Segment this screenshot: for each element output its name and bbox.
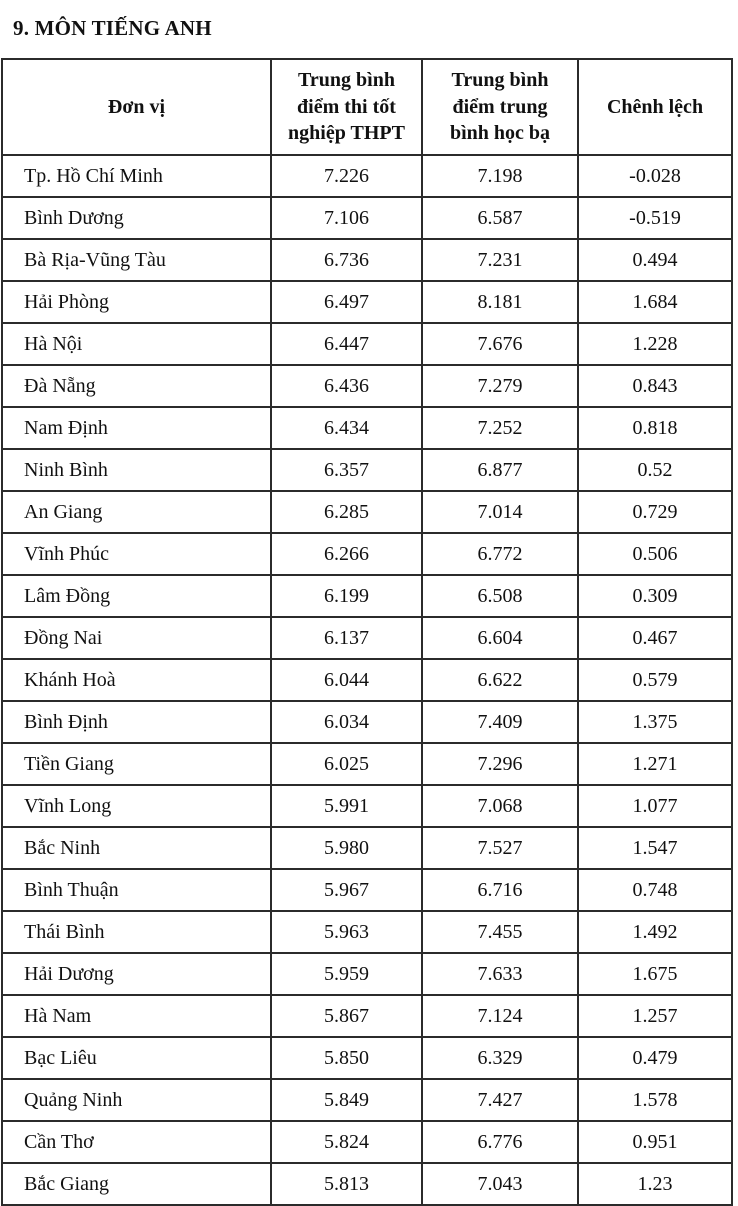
- table-row: [2, 197, 732, 239]
- cell-diff: 1.492: [578, 911, 732, 953]
- table-body: [2, 155, 732, 1205]
- cell-unit: Đồng Nai: [2, 617, 271, 659]
- cell-unit: Hải Dương: [2, 953, 271, 995]
- cell-diff: 1.271: [578, 743, 732, 785]
- table-row: [2, 701, 732, 743]
- cell-gpa: 6.587: [422, 197, 578, 239]
- cell-exam: 6.497: [271, 281, 422, 323]
- cell-gpa: 7.043: [422, 1163, 578, 1205]
- table-row: [2, 827, 732, 869]
- cell-diff: 0.309: [578, 575, 732, 617]
- table-row: [2, 281, 732, 323]
- cell-gpa: 6.622: [422, 659, 578, 701]
- cell-gpa: 7.527: [422, 827, 578, 869]
- cell-gpa: 6.772: [422, 533, 578, 575]
- cell-unit: Cần Thơ: [2, 1121, 271, 1163]
- cell-exam: 6.137: [271, 617, 422, 659]
- table-row: [2, 659, 732, 701]
- cell-exam: 5.813: [271, 1163, 422, 1205]
- cell-unit: Bình Định: [2, 701, 271, 743]
- column-header-gpa-score: Trung bình điểm trung bình học bạ: [422, 59, 578, 155]
- cell-exam: 5.963: [271, 911, 422, 953]
- table-row: [2, 155, 732, 197]
- cell-gpa: 6.329: [422, 1037, 578, 1079]
- cell-diff: -0.028: [578, 155, 732, 197]
- cell-gpa: 7.231: [422, 239, 578, 281]
- cell-unit: Hà Nội: [2, 323, 271, 365]
- cell-exam: 6.357: [271, 449, 422, 491]
- table-row: [2, 407, 732, 449]
- cell-unit: Lâm Đồng: [2, 575, 271, 617]
- cell-diff: 1.684: [578, 281, 732, 323]
- cell-unit: Đà Nẵng: [2, 365, 271, 407]
- cell-gpa: 6.716: [422, 869, 578, 911]
- cell-exam: 5.867: [271, 995, 422, 1037]
- cell-diff: 0.843: [578, 365, 732, 407]
- cell-exam: 5.850: [271, 1037, 422, 1079]
- table-row: [2, 449, 732, 491]
- cell-diff: 0.729: [578, 491, 732, 533]
- cell-gpa: 6.508: [422, 575, 578, 617]
- cell-gpa: 7.198: [422, 155, 578, 197]
- cell-diff: 0.494: [578, 239, 732, 281]
- cell-exam: 6.044: [271, 659, 422, 701]
- cell-diff: 0.818: [578, 407, 732, 449]
- cell-diff: 1.228: [578, 323, 732, 365]
- cell-gpa: 7.068: [422, 785, 578, 827]
- table-row: [2, 1079, 732, 1121]
- cell-exam: 6.199: [271, 575, 422, 617]
- cell-gpa: 7.427: [422, 1079, 578, 1121]
- table-row: [2, 1121, 732, 1163]
- cell-exam: 5.980: [271, 827, 422, 869]
- cell-exam: 5.824: [271, 1121, 422, 1163]
- cell-unit: Thái Bình: [2, 911, 271, 953]
- table-header-row: [2, 59, 732, 155]
- cell-exam: 7.106: [271, 197, 422, 239]
- table-row: [2, 869, 732, 911]
- cell-diff: 1.675: [578, 953, 732, 995]
- cell-unit: Tiền Giang: [2, 743, 271, 785]
- table-row: [2, 785, 732, 827]
- cell-unit: Ninh Bình: [2, 449, 271, 491]
- cell-unit: Bạc Liêu: [2, 1037, 271, 1079]
- cell-exam: 7.226: [271, 155, 422, 197]
- cell-unit: Vĩnh Phúc: [2, 533, 271, 575]
- table-row: [2, 323, 732, 365]
- cell-exam: 5.959: [271, 953, 422, 995]
- cell-unit: Hà Nam: [2, 995, 271, 1037]
- cell-diff: 0.951: [578, 1121, 732, 1163]
- cell-exam: 6.025: [271, 743, 422, 785]
- page-title: 9. MÔN TIẾNG ANH: [13, 16, 212, 40]
- cell-diff: -0.519: [578, 197, 732, 239]
- cell-exam: 6.434: [271, 407, 422, 449]
- cell-diff: 1.077: [578, 785, 732, 827]
- cell-exam: 6.285: [271, 491, 422, 533]
- cell-unit: Bắc Ninh: [2, 827, 271, 869]
- cell-exam: 5.967: [271, 869, 422, 911]
- table-row: [2, 365, 732, 407]
- cell-gpa: 7.455: [422, 911, 578, 953]
- cell-diff: 1.547: [578, 827, 732, 869]
- cell-gpa: 7.296: [422, 743, 578, 785]
- cell-diff: 0.748: [578, 869, 732, 911]
- cell-diff: 1.375: [578, 701, 732, 743]
- table-row: [2, 953, 732, 995]
- cell-gpa: 6.877: [422, 449, 578, 491]
- cell-diff: 0.506: [578, 533, 732, 575]
- column-header-exam-score: Trung bình điểm thi tốt nghiệp THPT: [271, 59, 422, 155]
- cell-unit: Tp. Hồ Chí Minh: [2, 155, 271, 197]
- table-row: [2, 995, 732, 1037]
- cell-gpa: 7.279: [422, 365, 578, 407]
- cell-gpa: 8.181: [422, 281, 578, 323]
- cell-diff: 0.52: [578, 449, 732, 491]
- cell-exam: 6.736: [271, 239, 422, 281]
- cell-unit: Quảng Ninh: [2, 1079, 271, 1121]
- table-row: [2, 743, 732, 785]
- cell-gpa: 6.604: [422, 617, 578, 659]
- cell-unit: Hải Phòng: [2, 281, 271, 323]
- cell-diff: 1.23: [578, 1163, 732, 1205]
- cell-exam: 5.849: [271, 1079, 422, 1121]
- cell-diff: 0.579: [578, 659, 732, 701]
- cell-exam: 5.991: [271, 785, 422, 827]
- table-row: [2, 1163, 732, 1205]
- cell-gpa: 7.124: [422, 995, 578, 1037]
- table-row: [2, 491, 732, 533]
- cell-diff: 0.467: [578, 617, 732, 659]
- cell-exam: 6.447: [271, 323, 422, 365]
- score-table: [1, 58, 733, 1206]
- table-row: [2, 617, 732, 659]
- cell-unit: Bắc Giang: [2, 1163, 271, 1205]
- table-row: [2, 575, 732, 617]
- cell-exam: 6.266: [271, 533, 422, 575]
- column-header-unit: Đơn vị: [2, 59, 271, 155]
- cell-exam: 6.034: [271, 701, 422, 743]
- cell-gpa: 7.252: [422, 407, 578, 449]
- cell-unit: Bình Dương: [2, 197, 271, 239]
- cell-unit: Khánh Hoà: [2, 659, 271, 701]
- table-row: [2, 239, 732, 281]
- cell-exam: 6.436: [271, 365, 422, 407]
- cell-unit: Vĩnh Long: [2, 785, 271, 827]
- cell-gpa: 7.409: [422, 701, 578, 743]
- cell-unit: Bình Thuận: [2, 869, 271, 911]
- column-header-difference: Chênh lệch: [578, 59, 732, 155]
- cell-diff: 1.578: [578, 1079, 732, 1121]
- cell-gpa: 7.014: [422, 491, 578, 533]
- cell-gpa: 6.776: [422, 1121, 578, 1163]
- cell-diff: 1.257: [578, 995, 732, 1037]
- cell-gpa: 7.633: [422, 953, 578, 995]
- table-row: [2, 533, 732, 575]
- cell-unit: An Giang: [2, 491, 271, 533]
- cell-gpa: 7.676: [422, 323, 578, 365]
- table-row: [2, 1037, 732, 1079]
- cell-diff: 0.479: [578, 1037, 732, 1079]
- cell-unit: Nam Định: [2, 407, 271, 449]
- cell-unit: Bà Rịa-Vũng Tàu: [2, 239, 271, 281]
- table-row: [2, 911, 732, 953]
